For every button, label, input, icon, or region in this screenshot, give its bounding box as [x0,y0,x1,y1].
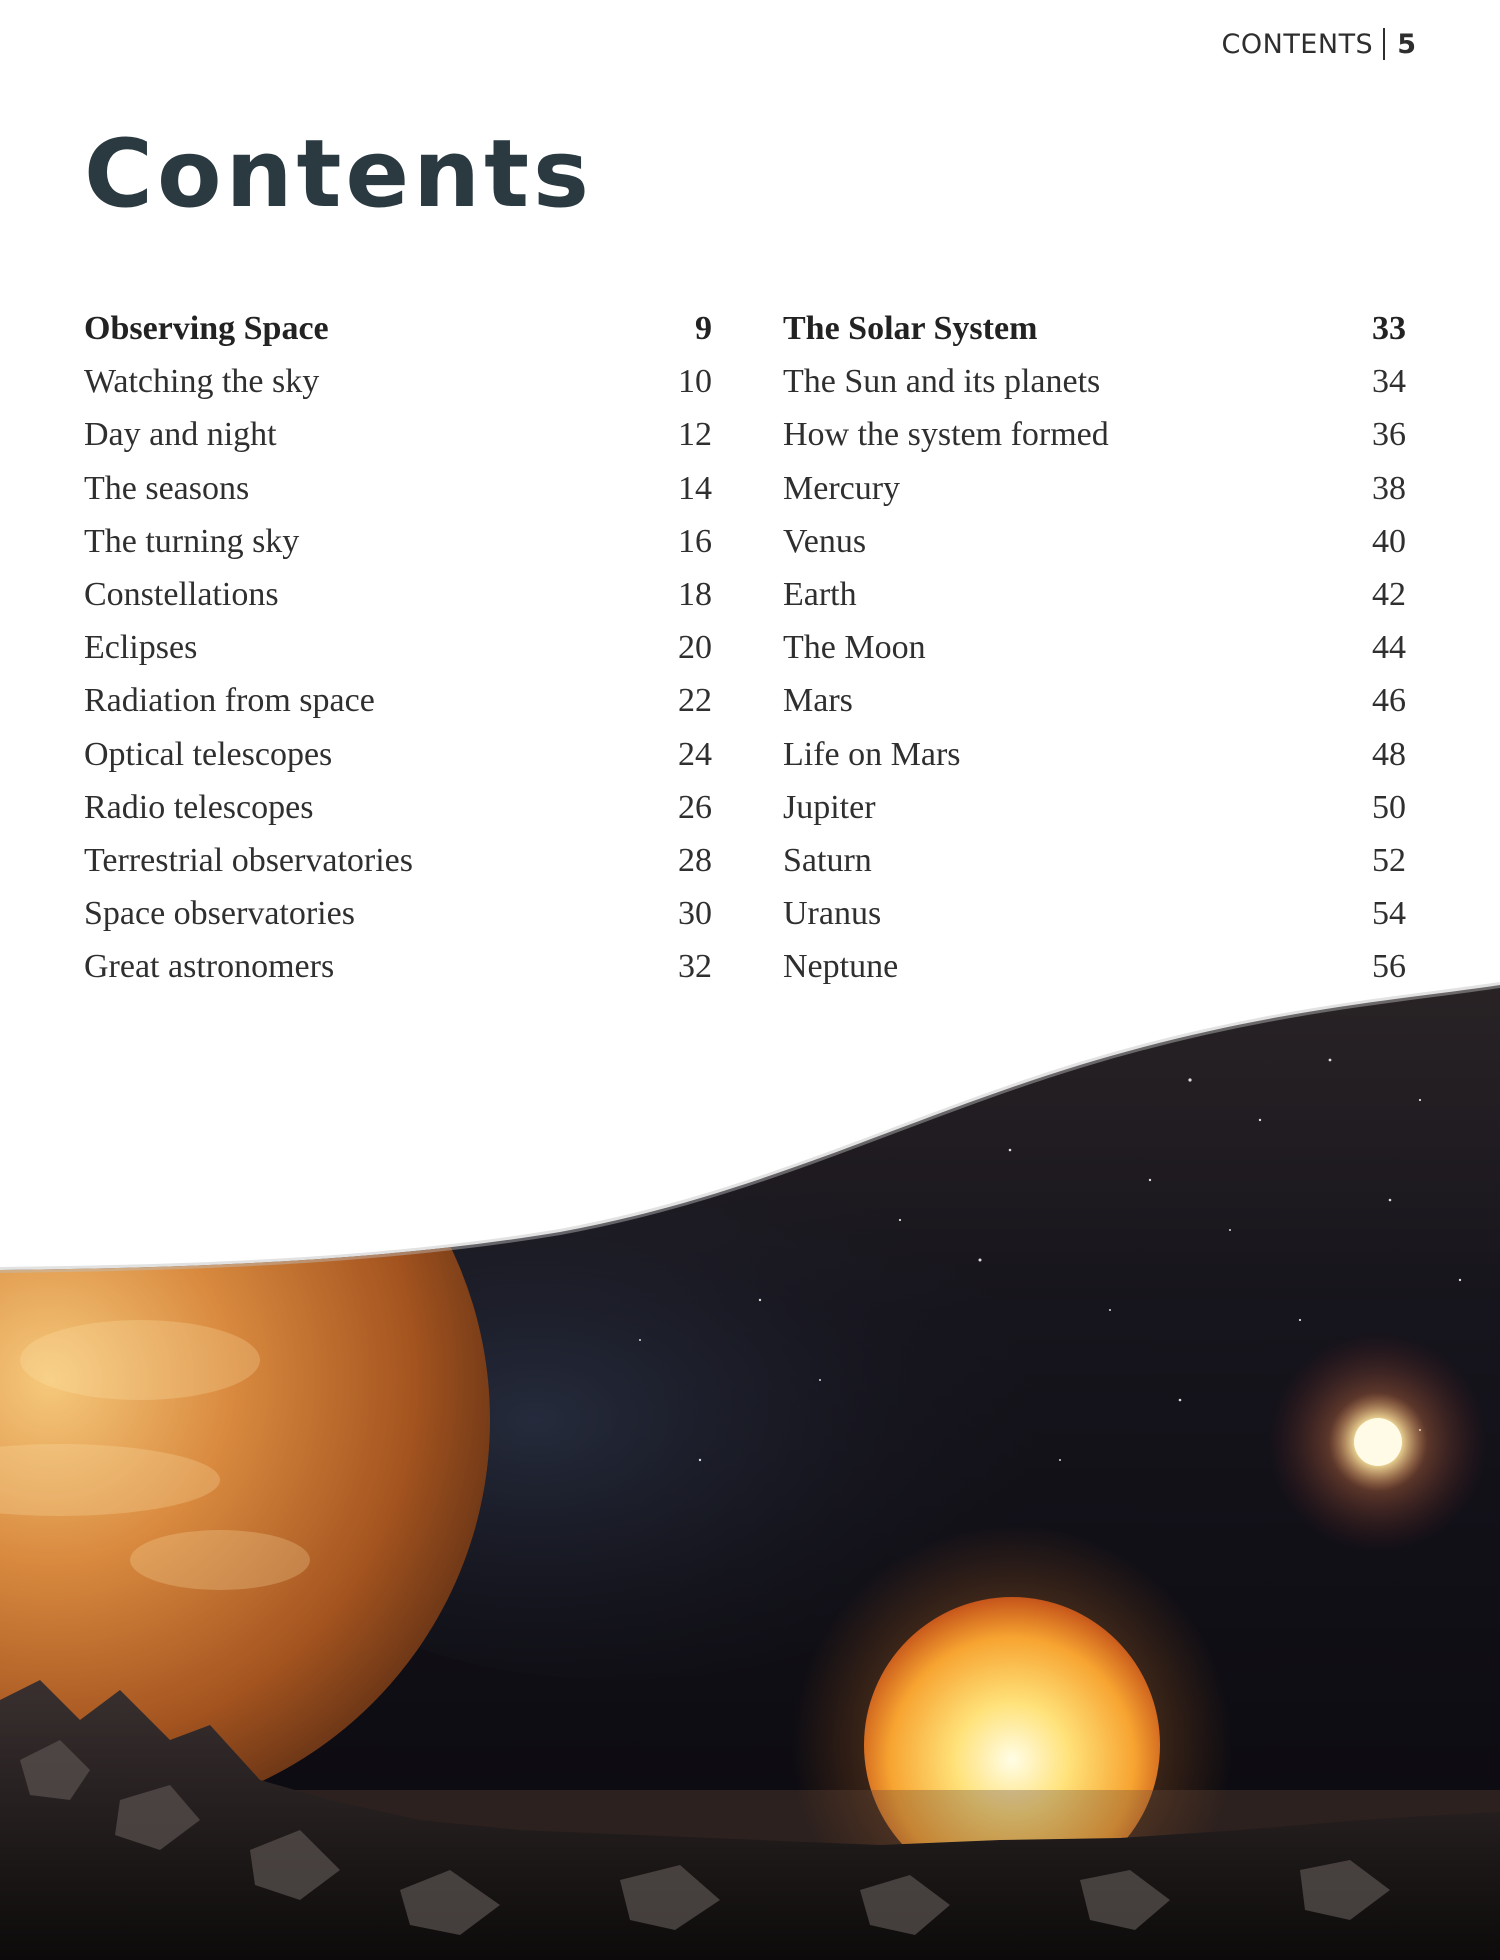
toc-entry-label: Optical telescopes [84,735,333,773]
toc-entry-page: 28 [678,841,712,879]
toc-column-solar-system [783,302,1406,993]
toc-entry[interactable] [783,887,1406,940]
toc-entry-label: The Moon [783,629,926,667]
toc-entry[interactable] [84,462,712,515]
running-header [1222,28,1416,60]
toc-entry-page: 10 [678,363,712,401]
page-number: 5 [1397,28,1416,60]
toc-entry-page: 12 [678,416,712,454]
toc-entry[interactable] [783,621,1406,674]
toc-heading-label: The Solar System [783,310,1038,347]
toc-entry-label: Watching the sky [84,363,320,401]
page-title: Contents [84,120,593,229]
toc-entry[interactable] [783,355,1406,408]
toc-entry-page: 36 [1372,416,1406,454]
toc-entry-page: 32 [678,948,712,986]
toc-entry-page: 42 [1372,575,1406,613]
toc-entry[interactable] [84,781,712,834]
toc-entry-page: 44 [1372,629,1406,667]
toc-section-heading[interactable] [84,302,712,355]
toc-heading-page: 9 [695,310,712,347]
running-head-section: CONTENTS [1221,28,1374,60]
toc-entry[interactable] [783,940,1406,993]
toc-entry-page: 46 [1372,682,1406,720]
toc-section-heading[interactable] [783,302,1406,355]
toc-entry[interactable] [84,940,712,993]
toc-column-observing-space [84,302,712,993]
toc-entry[interactable] [84,728,712,781]
toc-entry[interactable] [84,568,712,621]
toc-entry-page: 30 [678,895,712,933]
toc-entry-page: 22 [678,682,712,720]
toc-heading-page: 33 [1372,310,1406,347]
toc-entry[interactable] [783,834,1406,887]
toc-heading-label: Observing Space [84,310,329,347]
toc-entry-label: Saturn [783,841,872,879]
toc-entry-label: Life on Mars [783,735,961,773]
toc-entry[interactable] [783,568,1406,621]
toc-entry-page: 56 [1372,948,1406,986]
toc-entry-label: Neptune [783,948,899,986]
toc-entry-page: 18 [678,575,712,613]
toc-entry[interactable] [783,674,1406,727]
toc-entry[interactable] [783,462,1406,515]
toc-entry-label: Venus [783,522,867,560]
toc-entry-label: Great astronomers [84,948,335,986]
toc-entry-label: Day and night [84,416,277,454]
toc-entry[interactable] [783,728,1406,781]
toc-entry[interactable] [84,408,712,461]
toc-entry[interactable] [84,674,712,727]
toc-entry[interactable] [84,621,712,674]
toc-entry-label: Space observatories [84,895,355,933]
toc-entry-page: 16 [678,522,712,560]
toc-entry-page: 14 [678,469,712,507]
toc-entry[interactable] [84,887,712,940]
toc-entry-page: 20 [678,629,712,667]
toc-entry-page: 24 [678,735,712,773]
toc-entry-label: Radiation from space [84,682,375,720]
toc-entry-label: Eclipses [84,629,198,667]
toc-entry-page: 38 [1372,469,1406,507]
toc-entry-page: 54 [1372,895,1406,933]
toc-entry-label: The turning sky [84,522,300,560]
toc-entry-page: 48 [1372,735,1406,773]
toc-entry-page: 34 [1372,363,1406,401]
toc-entry[interactable] [84,355,712,408]
toc-entry[interactable] [783,408,1406,461]
toc-entry-page: 52 [1372,841,1406,879]
toc-entry-label: The Sun and its planets [783,363,1101,401]
toc-entry-page: 50 [1372,788,1406,826]
running-head-divider [1383,28,1385,60]
toc-entry-label: Uranus [783,895,882,933]
toc-entry-label: Jupiter [783,788,876,826]
toc-entry[interactable] [84,834,712,887]
toc-entry-page: 40 [1372,522,1406,560]
toc-entry-label: Mercury [783,469,901,507]
toc-entry-label: Constellations [84,575,279,613]
toc-entry[interactable] [783,515,1406,568]
toc-entry-label: Radio telescopes [84,788,314,826]
toc-entry-label: The seasons [84,469,250,507]
toc-entry-label: Mars [783,682,853,720]
toc-entry-page: 26 [678,788,712,826]
toc-entry-label: Terrestrial observatories [84,841,413,879]
toc-entry[interactable] [84,515,712,568]
toc-entry[interactable] [783,781,1406,834]
toc-entry-label: How the system formed [783,416,1109,454]
toc-entry-label: Earth [783,575,857,613]
